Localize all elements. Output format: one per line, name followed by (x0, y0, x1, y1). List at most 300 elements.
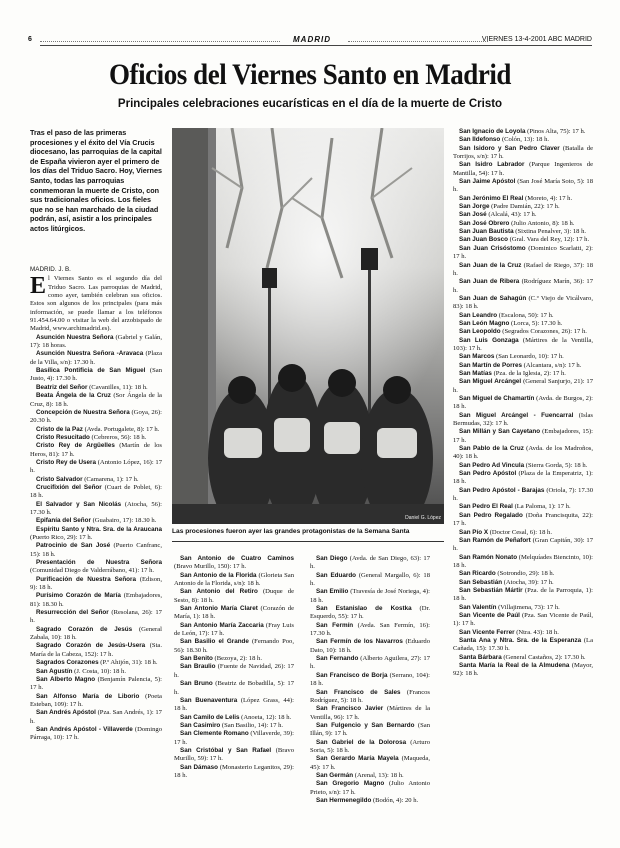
parish-name: San Ramón Nonato (459, 553, 518, 561)
parish-name: San Pedro Apóstol (459, 470, 517, 478)
listing-entry (310, 772, 430, 780)
listing-entry (453, 312, 593, 320)
parish-address-time: (Alcalá, 43): 17 h. (488, 211, 537, 219)
parish-name: Cristo Rey de Usera (36, 458, 97, 466)
page-number: 6 (28, 36, 32, 43)
parish-name: Asunción Nuestra Señora (36, 333, 114, 341)
parish-name: San Ignacio de Loyola (459, 128, 526, 135)
listing-entry (30, 434, 162, 442)
listing-entry (30, 426, 162, 434)
parish-name: San Miguel Arcángel (459, 378, 522, 386)
parish-address-time: (Alcantara, s/n): 17 h. (523, 361, 582, 369)
parish-name: San Andrés Apóstol - Villaverde (36, 725, 133, 733)
listing-entry (310, 622, 430, 639)
parish-address-time: (Avda. San Fermín, 16): 17.30 h. (310, 621, 430, 638)
parish-address-time: (Cebreros, 56): 18 h. (91, 433, 147, 441)
parish-name: San Dámaso (180, 763, 218, 771)
parish-address-time: (Segrados Corazones, 26): 17 h. (502, 328, 587, 336)
listing-entry (453, 537, 593, 554)
parish-address-time: (Gabriel y Galán, 17): 18 horas. (30, 333, 162, 350)
listing-entry (453, 378, 593, 395)
parish-address-time: (Dr. Esquerdo, 55): 17 h. (310, 605, 430, 621)
listing-entry (310, 572, 430, 589)
parish-name: San Vicente Ferrer (459, 628, 515, 636)
parish-name: San Miguel de Chamartín (459, 395, 535, 402)
listing-entry (310, 555, 430, 572)
parish-name: San Eduardo (316, 571, 357, 579)
parish-address-time: (Fernando Poo, 56): 18.30 h. (174, 638, 294, 654)
parish-name: San Pío X (459, 528, 489, 536)
parish-address-time: (C.º Viejo de Vicálvaro, 83): 18 h. (453, 294, 593, 311)
column-2 (174, 555, 294, 848)
parish-address-time: (Rodríguez Marín, 36): 17 h. (453, 278, 593, 294)
listing-entry (30, 442, 162, 459)
listing-entry (453, 145, 593, 162)
page-header (28, 36, 592, 48)
parish-address-time: (General Sanjurjo, 21): 17 h. (453, 378, 593, 394)
parish-name: San Francisco de Borja (316, 671, 388, 679)
parish-address-time: (Mártires de la Ventilla, 103): 17 h. (453, 336, 593, 352)
listing-entry (174, 622, 294, 639)
parish-address-time: (Edison, 9): 18 h. (30, 575, 162, 592)
lede-paragraph: Tras el paso de las primeras procesiones y el éxito del Vía Crucis diocesano, las parroquias de la capital de España vivieron ayer el primero de los días del Triduo Sacro. Hoy, Viernes Santo, todas las parroquias conmemoran la muerte de Cristo, con sus tradicionales oficios. Los fieles que no se han marchado de la ciudad podrán, así, asistir a los principales actos litúrgicos. (30, 128, 162, 233)
listing-entry (453, 512, 593, 529)
parish-name: Purificación de Nuestra Señora (36, 575, 136, 583)
parish-name: San Antonio María Claret (180, 605, 258, 613)
listing-entry (453, 370, 593, 378)
listing-entry (453, 579, 593, 587)
photo-credit: Daniel G. López (405, 515, 441, 521)
listing-entry (174, 722, 294, 730)
parish-address-time: (General Castaños, 2): 17.30 h. (503, 653, 586, 661)
parish-address-time: (Antonio López, 16): 17 h. (30, 458, 162, 475)
parish-name: Beata Ángela de la Cruz (36, 392, 111, 400)
parish-name: San Juan Bautista (459, 228, 514, 236)
parish-address-time: (San Justo, 4): 17.30 h. (30, 367, 162, 383)
parish-name: Concepción de Nuestra Señora (36, 408, 130, 416)
parish-address-time: (Pza. San Vicente de Paúl, 1): 17 h. (453, 611, 593, 628)
parish-name: Sagrado Corazón de Jesús-Usera (36, 642, 146, 650)
header-rule (40, 45, 592, 46)
parish-name: Basílica Pontificia de San Miguel (36, 367, 146, 375)
parish-name: San Gabriel de la Dolorosa (316, 738, 407, 746)
listing-entry (174, 730, 294, 747)
parish-address-time: (Martín de los Heros, 81): 17 h. (30, 442, 162, 458)
listing-entry (310, 588, 430, 605)
listing-entry (30, 484, 162, 501)
parish-address-time: (Fray Luis de León, 17): 17 h. (174, 621, 294, 638)
listing-entry (310, 755, 430, 772)
parish-name: San Juan de Ribera (459, 278, 520, 286)
listing-entry (30, 334, 162, 351)
listing-entry (30, 693, 162, 710)
intro-paragraph (30, 275, 162, 333)
listing-entry (453, 262, 593, 279)
parish-name: San Bruno (180, 680, 213, 688)
parish-name: San Fermín (316, 621, 354, 629)
column-4 (453, 128, 593, 848)
parish-address-time: (Comunidad Diego de Valderrábano, 41): 17 h. (30, 567, 155, 575)
parish-address-time: (Villajimena, 73): 17 h. (498, 603, 560, 611)
parish-name: San Juan de Sahagún (459, 294, 527, 302)
listing-entry (453, 320, 593, 328)
parish-name: San Alfonso María de Liborio (36, 692, 140, 700)
parish-address-time: (Camarena, 1): 17 h. (84, 475, 139, 483)
parish-address-time: (Sor Ángela de la Cruz, 8): 18 h. (30, 392, 162, 408)
parish-address-time: (Duque de Sesto, 8): 18 h. (174, 588, 294, 604)
listing-entry (30, 726, 162, 743)
listing-entry (453, 353, 593, 361)
listing-entry (310, 605, 430, 622)
listing-entry (453, 161, 593, 178)
parish-name: San Emilio (316, 588, 349, 596)
listing-entry (30, 459, 162, 476)
parish-address-time: (Corazón de María, 1): 18 h. (174, 605, 294, 621)
parish-address-time: (Puerto Canfranc, 15): 18 h. (30, 542, 162, 558)
listing-entry (30, 409, 162, 426)
listing-entry (30, 526, 162, 543)
issue-date: VIERNES 13-4-2001 ABC MADRID (481, 36, 592, 43)
listing-entry (453, 428, 593, 445)
parish-address-time: (General Zabala, 10): 18 h. (30, 625, 162, 642)
listing-entry (453, 195, 593, 203)
listing-entry (174, 663, 294, 680)
parish-address-time: (Escalona, 50): 17 h. (498, 311, 554, 319)
listing-entry (310, 739, 430, 756)
listing-entry (453, 570, 593, 578)
parish-name: Sagrados Corazones (36, 659, 99, 667)
parish-address-time: (Ntra. 43): 18 h. (516, 628, 559, 636)
parish-name: San Gerardo María Mayela (316, 755, 399, 763)
parish-address-time: (Pza. de la Iglesia, 2): 17 h. (493, 369, 566, 377)
listing-entry (453, 587, 593, 604)
parish-address-time: (Lorca, 5): 17.30 h. (511, 319, 563, 327)
parish-name: San Valentín (459, 603, 497, 611)
parish-name: San Fermín de los Navarros (316, 638, 403, 646)
parish-address-time: (Doctor Cesal, 6): 18 h. (489, 528, 552, 536)
listing-entry (30, 350, 162, 367)
listing-entry (310, 780, 430, 797)
parish-name: San Pedro Apóstol - Barajas (459, 486, 545, 494)
parish-name: San Luis Gonzaga (459, 336, 519, 344)
parish-name: San Miguel Arcángel - Fuencarral (459, 411, 574, 419)
headline: Oficios del Viernes Santo en Madrid (108, 58, 511, 91)
listing-entry (30, 659, 162, 667)
parish-address-time: (Sixtina Penalver, 3): 18 h. (515, 228, 587, 236)
listing-entry (30, 576, 162, 593)
parish-name: San Hermenegildo (316, 796, 372, 804)
listing-entry (30, 609, 162, 626)
listing-entry (453, 328, 593, 336)
parish-name: San Diego (316, 555, 348, 562)
parish-address-time: (Pza. de la Parroquia, 1): 18 h. (453, 586, 593, 603)
parish-name: Purísimo Corazón de María (36, 592, 121, 600)
parish-address-time: (Mártires de la Ventilla, 96): 17 h. (310, 705, 430, 721)
listing-entry (453, 228, 593, 236)
listing-entry (174, 655, 294, 663)
listing-entry (310, 705, 430, 722)
parish-name: San José Obrero (459, 219, 510, 227)
listing-entry (30, 709, 162, 726)
listing-entry (453, 554, 593, 571)
listing-entry (30, 668, 162, 676)
listing-entry (174, 555, 294, 572)
parish-name: San Antonio de la Florida (180, 571, 257, 579)
listing-entry (30, 501, 162, 518)
listing-entry (453, 487, 593, 504)
parish-address-time: (La Paloma, 1): 17 h. (514, 503, 571, 511)
listing-entry (453, 629, 593, 637)
parish-address-time: (Gral. Vara del Rey, 12): 17 h. (509, 236, 590, 244)
parish-address-time: (Atocha, 39): 17 h. (503, 578, 554, 586)
listing-entry (310, 638, 430, 655)
parish-address-time: (Dominico Scarlatti, 2): 17 h. (453, 244, 593, 261)
parish-name: San Juan de la Cruz (459, 261, 522, 269)
parish-address-time: (Alberto Aguilera, 27): 17 h. (310, 655, 430, 671)
parish-name: San Millán y San Cayetano (459, 428, 541, 436)
listing-entry (30, 517, 162, 525)
parish-address-time: (San Basilio, 14): 17 h. (221, 721, 284, 729)
parish-name: Crucifixión del Señor (36, 483, 102, 491)
parish-address-time: (Sotrondio, 29): 18 h. (497, 570, 555, 578)
parish-name: Cristo Resucitado (36, 433, 90, 441)
parish-address-time: (Maqueda, 45): 17 h. (310, 755, 430, 771)
parish-name: San Gregorio Magno (316, 780, 385, 788)
procession-photo (172, 128, 444, 524)
parish-address-time: (Bezoya, 2): 18 h. (214, 655, 262, 663)
listing-entry (310, 672, 430, 689)
parish-address-time: (Mayor, 92): 18 h. (453, 662, 593, 678)
drop-cap: E (30, 273, 47, 300)
parish-name: San Pedro El Real (459, 503, 513, 511)
parish-name: San Isidro Labrador (459, 161, 525, 169)
parish-name: San Clemente Romano (180, 730, 249, 738)
parish-name: Resurrección del Señor (36, 609, 109, 617)
parish-address-time: (General Margallo, 6): 18 h. (310, 571, 430, 588)
parish-name: San Ramón de Peñafort (459, 536, 531, 544)
parish-name: San Braulio (180, 663, 216, 671)
parish-address-time: (Guabairo, 17): 18.30 h. (92, 517, 157, 525)
header-dotted-rule-right (348, 41, 488, 42)
listing-entry (453, 220, 593, 228)
parish-address-time: (Francos Rodríguez, 5): 18 h. (310, 688, 430, 704)
parish-name: San Estanislao de Kostka (316, 605, 412, 613)
parish-address-time: (Beatriz de Bobadilla, 5): 17 h. (174, 680, 294, 696)
listing-entry (174, 638, 294, 655)
parish-name: San Marcos (459, 353, 495, 361)
column-1 (30, 263, 162, 848)
subheadline: Principales celebraciones eucarísticas en el día de la muerte de Cristo (117, 98, 503, 110)
listing-entry (174, 747, 294, 764)
listing-entry (453, 178, 593, 195)
listing-entry (174, 572, 294, 589)
column-3 (310, 555, 430, 848)
parish-name: San Leandro (459, 311, 498, 319)
listing-entry (30, 559, 162, 576)
listing-entry (174, 764, 294, 781)
parish-address-time: (Oriola, 7): 17.30 h. (453, 486, 593, 503)
parish-address-time: (Anoeta, 12): 18 h. (241, 713, 292, 721)
parish-address-time: (Avda. de los Madroños, 40): 18 h. (453, 445, 593, 461)
parish-address-time: (Domingo Párraga, 10): 17 h. (30, 725, 162, 742)
parish-name: San Fernando (316, 655, 359, 663)
parish-name: San Andrés Apóstol (36, 709, 96, 717)
parish-name: San Jaime Apóstol (459, 178, 516, 186)
parish-address-time: (Cavanilles, 11): 18 h. (89, 383, 148, 391)
parish-name: San Antonio del Retiro (180, 588, 258, 596)
listing-entry (453, 236, 593, 244)
parish-address-time: (Cuart de Poblet, 6): 18 h. (30, 483, 162, 500)
parish-name: Santa María la Real de la Almudena (459, 662, 570, 669)
listing-entry (453, 412, 593, 429)
parish-address-time: (Melquíades Biencinto, 10): 18 h. (453, 553, 593, 569)
parish-address-time: (San José María Soto, 5): 18 h. (453, 178, 593, 194)
parish-address-time: (Poeta Esteban, 109): 17 h. (30, 692, 162, 708)
parish-name: San Cristóbal y San Rafael (180, 746, 272, 754)
parish-name: San Sebastián Mártir (459, 586, 523, 594)
parish-address-time: (Pza. San Andrés, 1): 17 h. (30, 709, 162, 725)
listing-entry (453, 395, 593, 412)
parish-address-time: (Monasterio Leganitos, 29): 18 h. (174, 763, 294, 779)
parish-address-time: (Padre Damián, 22): 17 h. (491, 203, 560, 211)
listing-entry (30, 542, 162, 559)
photo-caption-text: Las procesiones fueron ayer las grandes protagonistas de la Semana Santa (172, 528, 410, 535)
listing-entry (453, 503, 593, 511)
caption-rule (172, 541, 444, 542)
listing-entry (453, 445, 593, 462)
parish-address-time: (Arturo Soria, 5): 18 h. (310, 738, 430, 754)
parish-address-time: (Glorieta San Antonio de la Florida, s/n): 18 h. (174, 571, 294, 588)
parish-name: San Francisco Javier (316, 705, 384, 713)
parish-address-time: (Eduardo Dato, 10): 18 h. (310, 638, 430, 654)
parish-name: San Germán (316, 771, 354, 779)
parish-name: San Camilo de Lelis (180, 713, 240, 721)
parish-address-time: (Goya, 26): 20.30 h. (30, 408, 162, 425)
listing-entry (453, 604, 593, 612)
parish-address-time: (Puerto Rico, 29): 17 h. (30, 534, 93, 541)
parish-name: Cristo de la Paz (36, 425, 83, 433)
listing-entry (310, 797, 430, 805)
listing-entry (453, 637, 593, 654)
parish-name: San León Magno (459, 319, 510, 327)
parish-name: San Matías (459, 369, 492, 377)
parish-name: San Ildefonso (459, 136, 501, 144)
parish-name: Sagrado Corazón de Jesús (36, 625, 133, 633)
parish-address-time: (Avda. Portugalete, 8): 17 h. (84, 425, 160, 433)
listing-entry (174, 714, 294, 722)
parish-name: San Martín de Porres (459, 361, 522, 369)
parish-name: San Isidoro y San Pedro Claver (459, 144, 560, 152)
parish-name: San Juan Crisóstomo (459, 244, 526, 252)
parish-name: San Basilio el Grande (180, 638, 249, 646)
parish-name: Patrocinio de San José (36, 542, 111, 550)
parish-name: San Jorge (459, 203, 490, 211)
parish-address-time: (Julio Antonio Prieto, s/n): 17 h. (310, 780, 430, 796)
parish-address-time: (La Cañada, 15): 17.30 h. (453, 636, 593, 653)
parish-name: San Juan Bosco (459, 236, 508, 244)
listing-entry (174, 605, 294, 622)
parish-name: San Leopoldo (459, 328, 501, 336)
parish-name: Santa Ana y Ntra. Sra. de la Esperanza (459, 636, 582, 644)
parish-name: San Sebastián (459, 578, 503, 586)
parish-name: San Jerónimo El Real (459, 194, 524, 202)
photo-caption (172, 528, 444, 542)
listing-entry (30, 476, 162, 484)
listing-entry (30, 384, 162, 392)
listing-entry (453, 612, 593, 629)
parish-address-time: (Moreto, 4): 17 h. (525, 194, 573, 202)
parish-name: San Antonio de Cuatro Caminos (180, 555, 294, 562)
procession-photo-image (172, 128, 444, 524)
parish-address-time: (Serrano, 104): 18 h. (310, 671, 430, 688)
parish-address-time: (Benjamín Palencia, 5): 17 h. (30, 675, 162, 692)
parish-name: San Pedro Ad Vincula (459, 461, 525, 469)
listing-entry (453, 136, 593, 144)
parish-address-time: (Plaza de la Emperatriz, 1): 18 h. (453, 470, 593, 486)
parish-name: San Antonio María Zaccaria (180, 621, 264, 629)
parish-address-time: (San Illán, 9): 17 h. (310, 721, 430, 738)
parish-address-time: (Parque Ingenieros de Mantilla, 54): 17 h. (453, 161, 593, 177)
listing-entry (30, 392, 162, 409)
parish-address-time: (Arenal, 13): 18 h. (354, 771, 404, 779)
listing-entry (310, 689, 430, 706)
listing-entry (310, 655, 430, 672)
parish-address-time: (Resolana, 26): 17 h. (30, 609, 162, 625)
parish-address-time: (Colón, 13): 18 h. (501, 136, 550, 144)
parish-name: Epifanía del Señor (36, 517, 91, 525)
parish-address-time: (Julio Antonio, 8): 18 h. (511, 219, 575, 227)
parish-address-time: (P.º Ahijón, 31): 18 h. (100, 659, 158, 667)
header-dotted-rule-left (40, 41, 280, 42)
parish-address-time: (López Grass, 44): 18 h. (174, 696, 294, 713)
listing-entry (453, 662, 593, 679)
parish-address-time: (Atocha, 56): 17.30 h. (30, 500, 162, 516)
listing-entry (453, 470, 593, 487)
parish-address-time: (Avda. de Burgos, 2): 18 h. (453, 395, 593, 411)
listings-col2 (174, 555, 294, 780)
parish-name: San Casimiro (180, 721, 221, 729)
parish-name: San Ricardo (459, 570, 496, 578)
parish-address-time: (Embajadores, 81): 18.30 h. (30, 592, 162, 608)
listing-entry (30, 676, 162, 693)
listing-entry (453, 362, 593, 370)
parish-address-time: (Islas Bermudas, 32): 17 h. (453, 411, 593, 428)
listing-entry (30, 626, 162, 643)
parish-name: San Pablo de la Cruz (459, 445, 524, 453)
parish-name: San Benito (180, 655, 213, 663)
listing-entry (453, 278, 593, 295)
listing-entry (174, 697, 294, 714)
parish-name: Asunción Nuestra Señora -Aravaca (36, 350, 144, 358)
parish-name: Espíritu Santo y Ntra. Sra. de la Araucana (36, 525, 162, 533)
parish-name: San Agustín (36, 667, 73, 675)
parish-name: San Fulgencio y San Bernardo (316, 721, 415, 729)
intro-text: l Viernes Santo es el segundo día del Triduo Sacro. Las parroquias de Madrid, como ayer, también celebran sus oficios. Estos son algunos de los principales (para más información, se puede llamar a los teléfonos 91.454.64.00 o visitar la web del arzobispado de Madrid, www.archimadrid.es). (30, 275, 162, 333)
section-name: MADRID (293, 35, 331, 44)
parish-address-time: (Bodón, 4): 20 h. (372, 796, 419, 804)
parish-name: Cristo Salvador (36, 475, 83, 483)
listing-entry (30, 592, 162, 609)
parish-address-time: (Bravo Murillo, 59): 17 h. (174, 746, 294, 763)
parish-name: San Vicente de Paúl (459, 611, 520, 619)
parish-name: San Alberto Magno (36, 675, 96, 683)
byline: MADRID. J. B. (30, 266, 71, 273)
parish-name: San Buenaventura (180, 696, 238, 704)
parish-name: Beatriz del Señor (36, 383, 88, 391)
parish-address-time: (Avda. de San Diego, 63): 17 h. (310, 555, 430, 571)
parish-address-time: (Bravo Murillo, 150): 17 h. (174, 563, 247, 571)
parish-address-time: (Fuente de Navidad, 26): 17 h. (174, 663, 294, 679)
